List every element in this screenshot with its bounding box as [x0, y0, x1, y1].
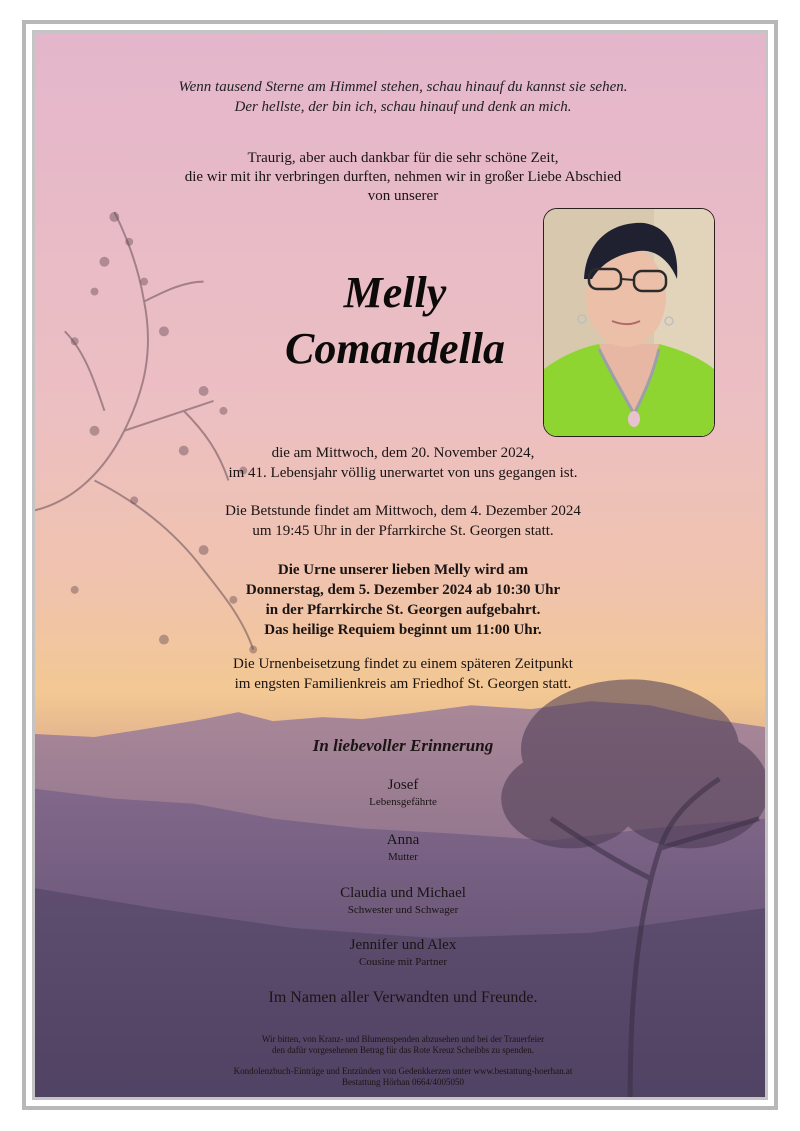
- mourner-entry: [35, 775, 768, 809]
- prayer-line: Die Betstunde findet am Mittwoch, dem 4. Dezember 2024: [225, 503, 581, 519]
- mourner-entry: [35, 935, 768, 969]
- urn-viewing-info: [35, 560, 768, 640]
- urn-line: Die Urne unserer lieben Melly wird am: [277, 562, 529, 578]
- memory-heading: In liebevoller Erinnerung: [312, 736, 494, 755]
- intro-line: die wir mit ihr verbringen durften, nehmen wir in großer Liebe Abschied: [184, 169, 622, 185]
- footer-line: Wir bitten, von Kranz- und Blumenspenden abzusehen und bei der Trauerfeier: [261, 1034, 545, 1044]
- mourner-relation: Cousine mit Partner: [359, 956, 447, 968]
- deceased-name: [215, 265, 575, 377]
- quote-line: Der hellste, der bin ich, schau hinauf und denk an mich.: [234, 99, 572, 115]
- mourner-name: Jennifer und Alex: [349, 937, 457, 953]
- prayer-service-info: [35, 501, 768, 541]
- intro-line: Traurig, aber auch dankbar für die sehr schöne Zeit,: [247, 150, 559, 166]
- mourner-relation: Mutter: [388, 851, 418, 863]
- mourner-relation: Schwester und Schwager: [347, 904, 459, 916]
- donation-note: [35, 1034, 768, 1056]
- mourner-entry: [35, 830, 768, 864]
- footer-line: den dafür vorgesehenen Betrag für das Rote Kreuz Scheibbs zu spenden.: [272, 1045, 534, 1055]
- urn-line: in der Pfarrkirche St. Georgen aufgebahrt.: [265, 602, 541, 618]
- quote-line: Wenn tausend Sterne am Himmel stehen, schau hinauf du kannst sie sehen.: [178, 79, 628, 95]
- mourner-name: Josef: [387, 777, 419, 793]
- obituary-content: [35, 33, 768, 1100]
- inner-border: [32, 30, 768, 1100]
- burial-info: [35, 654, 768, 694]
- deceased-last-name: Comandella: [284, 324, 506, 373]
- deceased-first-name: Melly: [343, 268, 447, 317]
- urn-line: Das heilige Requiem beginnt um 11:00 Uhr.: [264, 622, 542, 638]
- burial-line: Die Urnenbeisetzung findet zu einem späteren Zeitpunkt: [233, 656, 573, 672]
- mourner-entry: [35, 883, 768, 917]
- footer-line: Kondolenzbuch-Einträge und Entzünden von Gedenkkerzen unter www.bestattung-hoerhan.at: [233, 1066, 573, 1076]
- intro-text: [35, 149, 768, 206]
- closing-line: Im Namen aller Verwandten und Freunde.: [268, 989, 538, 1006]
- death-line: die am Mittwoch, dem 20. November 2024,: [271, 445, 535, 461]
- mourner-relation: Lebensgefährte: [369, 796, 437, 808]
- funeral-home-info: [35, 1066, 768, 1088]
- deceased-portrait-photo: [543, 208, 715, 437]
- mourner-name: Anna: [386, 832, 420, 848]
- intro-line: von unserer: [367, 188, 439, 204]
- prayer-line: um 19:45 Uhr in der Pfarrkirche St. Georgen statt.: [252, 523, 554, 539]
- burial-line: im engsten Familienkreis am Friedhof St. Georgen statt.: [234, 676, 572, 692]
- death-line: im 41. Lebensjahr völlig unerwartet von uns gegangen ist.: [228, 465, 578, 481]
- footer-line: Bestattung Hörhan 0664/4005050: [342, 1077, 464, 1087]
- memorial-quote: [35, 77, 768, 117]
- death-notice: [35, 443, 768, 483]
- mourner-name: Claudia und Michael: [340, 885, 466, 901]
- urn-line: Donnerstag, dem 5. Dezember 2024 ab 10:30 Uhr: [245, 582, 561, 598]
